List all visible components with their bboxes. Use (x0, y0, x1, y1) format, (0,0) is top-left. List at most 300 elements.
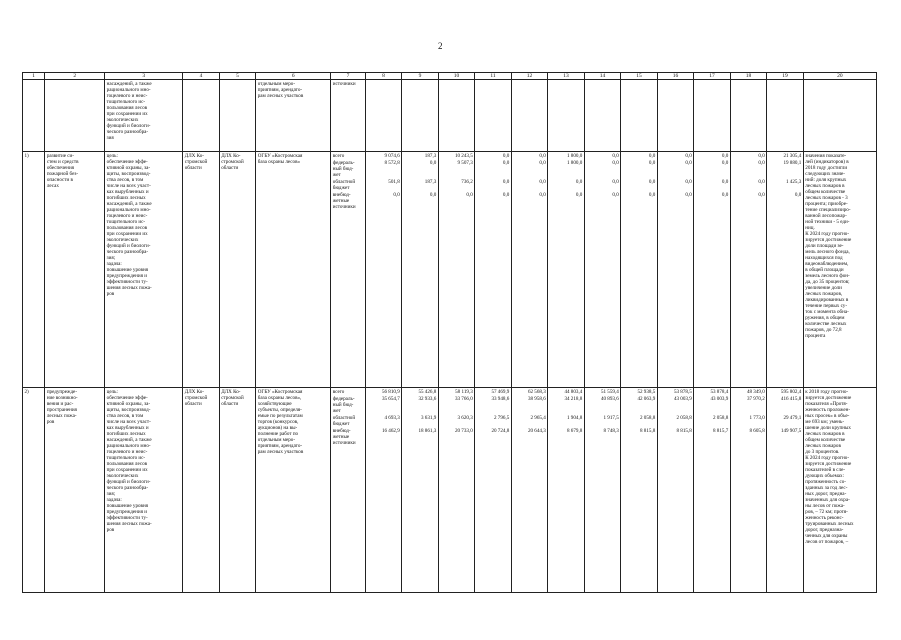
responsible-line: ДЛХ Ко- (184, 152, 205, 159)
amount-value: 1 773,0 (749, 414, 765, 421)
cont-goal-line: функций и биологи- (106, 122, 151, 129)
amount-cell-12 (511, 388, 548, 593)
indicator-line: лесных пожаров в (805, 182, 845, 189)
column-number-1: 1 (23, 73, 45, 80)
indicator-line: значенных для охра- (805, 496, 850, 503)
column-number-5: 5 (219, 73, 256, 80)
cont-goal-line: рационального мно- (106, 86, 151, 93)
goal-line: гоцелевого и неис- (106, 212, 148, 219)
amount-value: 1 904,8 (566, 414, 583, 421)
column-number-2: 2 (45, 73, 105, 80)
amount-value: 8 679,8 (566, 427, 583, 434)
indicator-line: труированных лесных (805, 520, 854, 527)
measure-name-line: лесах (46, 182, 59, 189)
coexecutor-line: области (221, 400, 239, 407)
amount-cell-15 (621, 152, 658, 388)
cont-goal-line: зия (106, 134, 114, 141)
goal-cell (105, 152, 183, 388)
indicator-line: лесных пожаров - 3 (805, 194, 848, 201)
amount-value: 416 415,8 (780, 395, 802, 402)
indicator-line: увеличение доли (805, 284, 842, 291)
indicator-line: ванной лесопожар- (805, 212, 847, 219)
goal-line: задача: (106, 260, 122, 267)
goal-line: ров (106, 290, 115, 297)
amount-value: 57 469,9 (491, 388, 510, 395)
measure-name-line: ние возникно- (46, 394, 78, 401)
goal-line: насаждений, а также (106, 436, 152, 443)
goal-line: гоцелевого и неис- (106, 448, 148, 455)
amount-value: 58 119,3 (455, 388, 473, 395)
continuation-row (23, 80, 877, 152)
amount-value: 0,0 (429, 191, 437, 198)
goal-line: ках вырубленных и (106, 188, 149, 195)
amount-value: 0,0 (466, 191, 473, 198)
amount-value: 0,0 (758, 159, 765, 166)
coexecutor-cell (219, 152, 256, 388)
cont-cell-16 (657, 80, 694, 152)
cont-goal-line: экологических (106, 116, 139, 123)
amount-value: 4 693,3 (384, 414, 400, 421)
amount-value: 2 965,4 (530, 414, 546, 421)
amount-cell-13 (548, 388, 585, 593)
amount-value: 19 880,1 (783, 159, 802, 166)
amount-value: 1 800,0 (566, 159, 583, 166)
amount-value: 0,0 (612, 152, 619, 159)
program-table (22, 72, 877, 593)
amount-value: 0,0 (393, 191, 400, 198)
column-number-19: 19 (767, 73, 804, 80)
cont-executor-cell (256, 80, 331, 152)
amount-value: 2 058,8 (712, 414, 729, 421)
coexecutor-line: ДЛХ Ко- (221, 152, 241, 159)
cont-cell-11 (475, 80, 512, 152)
funding-source-label (333, 153, 363, 160)
amount-cell-18 (730, 388, 767, 593)
executor-line: ОГБУ «Костромская (257, 388, 303, 395)
indicator-line: показателя «Протя- (805, 400, 848, 407)
column-number-8: 8 (365, 73, 402, 80)
amount-value: 8 815,8 (639, 427, 656, 434)
indicator-line: мель лесного фонда, (805, 248, 850, 255)
indicator-line: доли площади зе- (805, 242, 844, 249)
amount-value: 0,0 (612, 178, 619, 185)
goal-line: ктивной охраны, за- (106, 164, 151, 171)
amount-value: 0,0 (685, 159, 692, 166)
amount-cell-12 (511, 152, 548, 388)
goal-line: пользования лесов (106, 460, 148, 467)
funding-source-label-line: федераль- (332, 159, 355, 166)
row-number-cell: 1) (23, 152, 45, 388)
indicator-line: лесных пожаров (805, 442, 841, 449)
goal-line: предупреждения и (106, 508, 147, 515)
amount-value: 56 810,9 (381, 388, 400, 395)
measure-name-line: стем и средств (46, 158, 79, 165)
executor-line: приятиям, арендато- (257, 442, 303, 449)
column-number-14: 14 (584, 73, 621, 80)
column-number-3: 3 (105, 73, 183, 80)
goal-line: при сохранении их (106, 466, 148, 473)
amount-cell-9 (402, 152, 439, 388)
amount-cell-15 (621, 388, 658, 593)
amount-cell-11 (475, 388, 512, 593)
amount-value: 0,0 (502, 159, 510, 166)
column-number-4: 4 (183, 73, 220, 80)
goal-line: предупреждения и (106, 272, 147, 279)
amount-cell-11 (475, 152, 512, 388)
indicator-line: ликвидированных в (805, 296, 849, 303)
cont-cell-5 (219, 80, 256, 152)
amount-value: 8 815,7 (712, 427, 729, 434)
indicator-line: ров, – 72 км; протя- (805, 508, 848, 515)
goal-line: ческого разнообра- (106, 484, 149, 491)
goal-line: обеспечение эффе- (106, 394, 148, 401)
funding-source-label-line: бюджет (332, 420, 350, 427)
measure-name-cell (45, 152, 105, 388)
cont-cell-10 (438, 80, 475, 152)
funding-source-label-line: внебюд- (332, 191, 351, 198)
measure-row (23, 152, 877, 388)
amount-value: 0,0 (648, 152, 656, 159)
amount-value: 0,0 (794, 191, 802, 198)
indicator-line: шение доли крупных (805, 424, 851, 431)
amount-value: 37 970,2 (746, 395, 765, 402)
goal-line: цель: (106, 388, 118, 395)
indicator-line: показателей в сле- (805, 466, 846, 473)
column-number-18: 18 (730, 73, 767, 80)
indicator-line: следующих значе- (805, 170, 845, 177)
funding-source-label-line: всего (332, 152, 345, 159)
goal-line: погибших лесных (106, 194, 146, 201)
indicator-line: протяженность со- (805, 478, 846, 485)
measure-name-line: опасности в (46, 176, 73, 183)
goal-line: щиты, воспроизвод- (106, 170, 151, 177)
funding-source-label (333, 389, 363, 396)
amount-value: 0,0 (539, 191, 546, 198)
column-number-12: 12 (511, 73, 548, 80)
amount-value: 1 425,3 (785, 178, 802, 185)
amount-value: 8 815,8 (676, 427, 692, 434)
indicator-line: ных дорог, предна- (805, 490, 847, 497)
cont-cell-8 (365, 80, 402, 152)
amount-value: 0,0 (648, 178, 656, 185)
indicator-line: количестве лесных (805, 320, 847, 327)
cont-source-line: источники (332, 80, 356, 87)
funding-source-label (332, 427, 363, 446)
indicator-line: процента (805, 332, 826, 339)
amount-value: 42 063,9 (637, 395, 656, 402)
cont-cell-14 (584, 80, 621, 152)
goal-line: экологических (106, 472, 139, 479)
indicator-line: К 2024 году прогно- (805, 230, 850, 237)
amount-value: 2 796,5 (493, 414, 510, 421)
goal-line: функций и биологи- (106, 478, 151, 485)
amount-value: 40 893,6 (600, 395, 619, 402)
indicator-line: ных просек» в объе- (805, 412, 850, 419)
indicator-line: 2018 году достигли (805, 164, 848, 171)
goal-line: погибших лесных (106, 430, 146, 437)
amount-value: 53 878,4 (710, 388, 729, 395)
amount-value: 0,0 (685, 178, 692, 185)
responsible-line: стромской (184, 394, 208, 401)
indicator-cell (803, 152, 876, 388)
amount-value: 48 349,0 (746, 388, 765, 395)
amount-value: 501,8 (388, 178, 400, 185)
funding-source-label (333, 396, 363, 415)
indicator-line: находящихся под (805, 254, 843, 261)
executor-line: субъекты, определя- (257, 406, 302, 413)
amount-value: 0,0 (758, 152, 765, 159)
amount-value: 0,0 (721, 152, 729, 159)
goal-line: обеспечение эффе- (106, 158, 148, 165)
amount-value: 21 305,4 (783, 152, 802, 159)
amount-cell-18 (730, 152, 767, 388)
executor-line: рам лесных участков (257, 448, 304, 455)
indicator-line: ны лесов от пожа- (805, 502, 845, 509)
amount-value: 10 243,5 (454, 152, 473, 159)
indicator-line: женность проложен- (805, 406, 851, 413)
amount-value: 29 479,1 (783, 414, 802, 421)
goal-line: эффективности ту- (106, 278, 148, 285)
amount-value: 34 218,8 (564, 395, 583, 402)
indicator-line: зируется достижение (805, 460, 852, 467)
coexecutor-line: ДЛХ Ко- (221, 388, 241, 395)
cont-goal-line: при сохранении их (106, 110, 148, 117)
executor-line: хозяйствующие (257, 400, 292, 407)
indicator-line: к 2018 году прогно- (805, 388, 849, 395)
goal-line: ктивной охраны, за- (106, 400, 151, 407)
executor-cell (256, 152, 331, 388)
amount-value: 18 861,3 (418, 427, 437, 434)
amount-value: 9 507,3 (457, 159, 473, 166)
amount-value: 0,0 (575, 191, 583, 198)
column-number-16: 16 (657, 73, 694, 80)
goal-line: числе на всех участ- (106, 418, 151, 425)
cont-goal-line: гоцелевого и неис- (106, 92, 148, 99)
goal-line: щиты, воспроизвод- (106, 406, 151, 413)
indicator-line: зируется достижение (805, 394, 852, 401)
indicator-line: лей (индикаторов) в (805, 158, 849, 165)
amount-value: 0,0 (685, 152, 692, 159)
goal-line: экологических (106, 236, 139, 243)
goal-line: повышение уровня (106, 266, 149, 273)
cont-goal-cell (105, 80, 183, 152)
column-number-15: 15 (621, 73, 658, 80)
indicator-line: значения показате- (805, 152, 847, 159)
column-number-13: 13 (548, 73, 585, 80)
indicator-line: ток с момента обна- (805, 308, 849, 315)
funding-source-label-line: источники (332, 203, 356, 210)
funding-source-label-line: областной (332, 178, 356, 185)
cont-cell-17 (694, 80, 731, 152)
goal-line: шения лесных пожа- (106, 520, 152, 527)
indicator-line: ной техники - 5 еди- (805, 218, 850, 225)
amount-cell-16 (657, 152, 694, 388)
executor-line: полнение работ по (257, 430, 299, 437)
coexecutor-line: стромской (221, 158, 244, 165)
executor-line: отдельным меро- (257, 436, 296, 443)
measure-row (23, 388, 877, 593)
indicator-line: ченных для охраны (805, 532, 848, 539)
cont-cell-15 (621, 80, 658, 152)
amount-value: 0,0 (685, 191, 692, 198)
goal-line: зия; (106, 254, 116, 261)
amount-cell-9 (402, 388, 439, 593)
amount-value: 43 003,9 (710, 395, 729, 402)
amount-value: 0,0 (721, 178, 729, 185)
goal-line: при сохранении их (106, 230, 148, 237)
amount-cell-19 (767, 388, 804, 593)
cont-executor-line: отдельным меро- (257, 80, 296, 87)
amount-value: 8 572,8 (384, 159, 400, 166)
indicator-line: общем количестве (805, 188, 846, 195)
coexecutor-line: стромской (221, 394, 244, 401)
measure-name-line: вения и рас- (46, 400, 74, 407)
amount-value: 2 058,8 (676, 414, 692, 421)
funding-source-label-line: областной (332, 414, 356, 421)
cont-goal-line: тощительного ис- (106, 98, 146, 105)
amount-cell-8 (365, 152, 402, 388)
cont-goal-line: насаждений, а также (106, 80, 152, 87)
amount-cell-14 (584, 152, 621, 388)
amount-value: 33 766,0 (454, 395, 473, 402)
amount-value: 62 568,3 (527, 388, 546, 395)
funding-source-cell (331, 388, 365, 593)
goal-line: числе на всех участ- (106, 182, 151, 189)
responsible-line: области (184, 164, 202, 171)
goal-line: ства лесов, в том (106, 412, 144, 419)
goal-line: тощительного ис- (106, 454, 146, 461)
executor-line: торгов (конкурсов, (257, 418, 299, 425)
amount-value: 0,0 (539, 152, 546, 159)
goal-line: ческого разнообра- (106, 248, 149, 255)
amount-value: 0,0 (721, 159, 729, 166)
amount-value: 736,2 (461, 178, 473, 185)
indicator-line: дорог, предназна- (805, 526, 844, 533)
funding-source-label (332, 191, 363, 210)
column-number-9: 9 (402, 73, 439, 80)
column-number-row (23, 73, 877, 80)
indicator-line: ме 693 км; умень- (805, 418, 845, 425)
executor-line: емые по результатам (257, 412, 303, 419)
executor-cell (256, 388, 331, 593)
amount-value: 32 933,6 (418, 395, 437, 402)
amount-value: 53 878,5 (673, 388, 692, 395)
funding-source-label (333, 415, 363, 428)
indicator-line: К 2024 году прогно- (805, 454, 850, 461)
indicator-line: лесных пожаров в (805, 430, 845, 437)
goal-line: зия; (106, 490, 116, 497)
indicator-line: зданных за год лес- (805, 484, 848, 491)
amount-value: 0,0 (502, 191, 510, 198)
amount-value: 0,0 (612, 191, 619, 198)
column-number-20: 20 (803, 73, 876, 80)
funding-source-label-line: жетные (332, 433, 350, 440)
indicator-line: зируется достижение (805, 236, 852, 243)
funding-source-label-line: всего (332, 388, 345, 395)
indicator-line: тение специализиро- (805, 206, 851, 213)
amount-cell-19 (767, 152, 804, 388)
indicator-line: до 3 процентов. (805, 448, 840, 455)
goal-line: шения лесных пожа- (106, 284, 152, 291)
measure-name-line: обеспечения (46, 164, 75, 171)
goal-line: эффективности ту- (106, 514, 148, 521)
indicator-line: видеонаблюдением, (805, 260, 849, 267)
responsible-line: области (184, 400, 202, 407)
goal-line: пользования лесов (106, 224, 148, 231)
amount-value: 55 426,8 (418, 388, 437, 395)
amount-cell-8 (365, 388, 402, 593)
coexecutor-line: области (221, 164, 239, 171)
amount-cell-14 (584, 388, 621, 593)
goal-line: рационального мно- (106, 442, 151, 449)
amount-value: 0,0 (539, 159, 546, 166)
responsible-line: стромской (184, 158, 208, 165)
amount-value: 0,0 (502, 152, 510, 159)
amount-value: 595 802,4 (780, 388, 802, 395)
goal-line: насаждений, а также (106, 200, 152, 207)
amount-value: 149 907,5 (780, 427, 802, 434)
funding-source-label-line: жетные (332, 197, 350, 204)
cont-goal-line: пользования лесов (106, 104, 148, 111)
executor-line: аукционов) на вы- (257, 424, 298, 431)
executor-line: база охраны лесов», (257, 394, 302, 401)
cont-executor-line: приятиям, арендато- (257, 86, 303, 93)
amount-cell-10 (438, 388, 475, 593)
funding-source-label-line: источники (332, 439, 356, 446)
amount-value: 0,0 (758, 178, 765, 185)
goal-line: рационального мно- (106, 206, 151, 213)
amount-value: 9 074,6 (384, 152, 400, 159)
amount-cell-17 (694, 152, 731, 388)
row-number-cell: 2) (23, 388, 45, 593)
indicator-line: дующих объемах: (805, 472, 844, 479)
amount-value: 43 003,9 (673, 395, 692, 402)
cont-cell-9 (402, 80, 439, 152)
amount-value: 38 958,6 (527, 395, 546, 402)
amount-value: 35 654,7 (381, 395, 400, 402)
measure-name-cell (45, 388, 105, 593)
funding-source-label-line: ный бюд- (332, 401, 354, 408)
amount-value: 0,0 (575, 178, 583, 185)
column-number-7: 7 (331, 73, 365, 80)
indicator-line: в общей площади (805, 266, 844, 273)
goal-line: ров (106, 526, 115, 533)
indicator-line: лесных пожаров, (805, 290, 843, 297)
funding-source-label-line: внебюд- (332, 427, 351, 434)
cont-cell-19 (767, 80, 804, 152)
funding-source-label (333, 179, 363, 192)
funding-source-label-line: жет (332, 407, 341, 414)
amount-value: 0,0 (539, 178, 546, 185)
indicator-line: женность реконс- (805, 514, 844, 521)
page-number: 2 (438, 41, 443, 51)
indicator-line: пожаров, до 72,8 (805, 326, 842, 333)
amount-cell-13 (548, 152, 585, 388)
goal-line: цель: (106, 152, 118, 159)
measure-name-line: лесных пожа- (46, 412, 77, 419)
column-number-17: 17 (694, 73, 731, 80)
amount-value: 0,0 (648, 159, 656, 166)
indicator-line: лесов от пожаров, – (805, 538, 849, 545)
amount-value: 33 948,6 (491, 395, 510, 402)
amount-value: 187,3 (424, 178, 437, 185)
amount-value: 20 724,8 (491, 427, 510, 434)
executor-line: ОГБУ «Костромская (257, 152, 303, 159)
indicator-cell (803, 388, 876, 593)
responsible-cell (183, 388, 220, 593)
amount-value: 187,3 (424, 152, 437, 159)
indicator-line: да, до 35 процентов; (805, 278, 850, 285)
